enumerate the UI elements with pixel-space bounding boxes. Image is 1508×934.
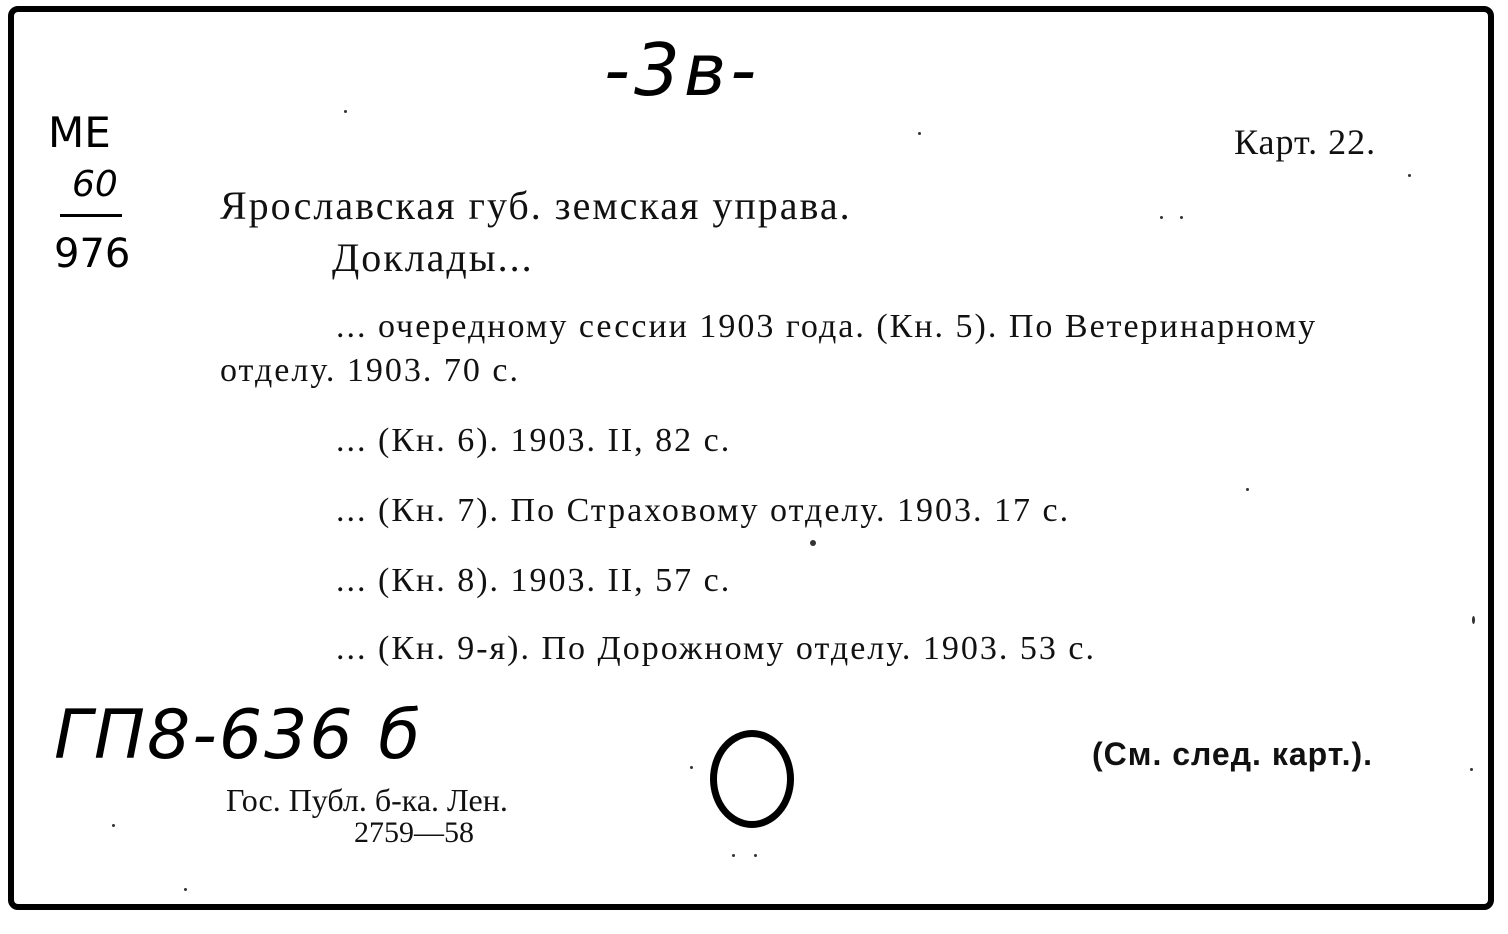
speck [1160,216,1163,219]
speck [1470,768,1473,771]
card-heading: Ярославская губ. земская управа. [220,183,852,228]
shelfmark-line-1: МЕ [48,108,111,157]
page-number: -3в- [604,28,761,112]
shelfmark-line-3: 976 [54,231,131,277]
speck [1408,174,1411,177]
catalog-card [8,6,1494,910]
entry-4: ... (Кн. 8). 1903. II, 57 с. [336,562,732,599]
speck [184,888,187,891]
entry-5: ... (Кн. 9-я). По Дорожному отделу. 1903. 53 с. [336,630,1096,667]
card-subheading: Доклады... [332,235,534,280]
accession-number: ГП8-636 б [54,696,423,775]
speck [918,132,921,135]
card-number: Карт. 22. [1234,122,1377,162]
shelfmark-line-2: 60 [72,164,118,205]
speck [112,824,115,827]
speck [732,854,735,857]
print-run-number: 2759—58 [354,816,474,849]
shelfmark-divider [60,214,122,217]
entry-3: ... (Кн. 7). По Страховому отделу. 1903. 17 с. [336,492,1071,529]
entry-1-line-1: ... очередному сессии 1903 года. (Кн. 5). По Ветеринарному [336,308,1318,345]
speck [1246,488,1249,491]
library-stamp: Гос. Публ. б-ка. Лен. [226,782,508,818]
speck [690,766,693,769]
entry-2: ... (Кн. 6). 1903. II, 82 с. [336,422,732,459]
punch-hole [710,730,794,828]
continued-note: (См. след. карт.). [1092,736,1374,772]
speck [754,854,757,857]
speck [1180,216,1183,219]
speck [1472,616,1475,624]
entry-1-line-2: отделу. 1903. 70 с. [220,352,521,389]
speck [810,540,816,546]
speck [344,110,347,113]
